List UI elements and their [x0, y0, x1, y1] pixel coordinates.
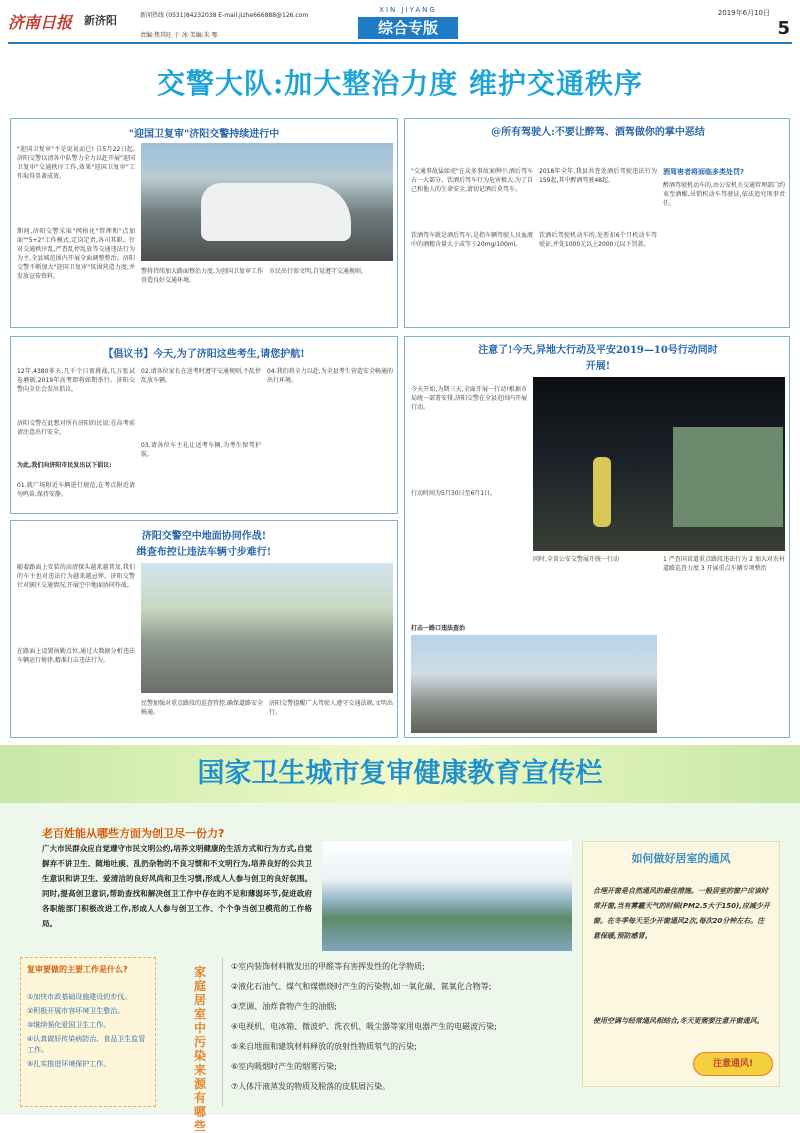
highway-photo [141, 563, 393, 693]
tasks-list [27, 992, 151, 1070]
tips-body: 合理开窗是自然通风的最佳措施。一般居室的窗户应该时常开窗,当有雾霾天气的时候(PM2.5大于150),应减少开窗。在冬季每天至少开窗通风2次,每次20分钟左右。注意保暖,预防感冒。 [593, 887, 770, 940]
article-col: "交通事故猛如虎"在众多事故案例中,酒后驾车占一大部分。饮酒后驾车行为危害极大,为了自己和他人的生命安全,请切记酒后莫驾车。 [411, 168, 533, 193]
paper-logo: 济南日报 [8, 13, 73, 32]
article-col: 2018年全年,我县共查处酒后驾驶违法行为159起,其中醉酒驾驶48起。 [539, 168, 657, 184]
article-col: "迎国卫复审"不是说说而已! 自5月22日起,济阳交警以清各中队警力全力以赴开展"迎国卫复审"交通秩序工作,效果"迎国卫复审"工作取得显著成效。 [17, 146, 135, 180]
page-number: 5 [777, 18, 790, 39]
editors: 责编:焦其旺 于 冰 美编:朱 鄂 [140, 32, 218, 39]
article-title: 济阳交警空中地面协同作战! [141, 531, 267, 542]
task-item: ①加快市政基础设施建设的步伐。 [27, 993, 132, 1001]
article-col: 今天开始,为期三天,全面开展一行动!根据市局统一部署安排,济阳交警在全县范围内开展行动。 [411, 386, 527, 411]
task-item: ②积极开展市容环境卫生整治。 [27, 1007, 125, 1015]
tasks-title: 复审要做的主要工作是什么? [27, 965, 128, 974]
source-item: ⑥室内吸烟时产生的烟雾污染; [231, 1062, 337, 1071]
article-col: 饮酒后驾驶机动车的,处暂扣6个月机动车驾驶证,并处1000元以上2000元以下罚款。 [539, 232, 657, 248]
article-title: 注意了!今天,异地大行动及平安2019—10号行动同时开展! [478, 345, 718, 372]
hotline: 新闻热线 (0531)84232038 E-mail:jizhe666888@126.com [140, 12, 309, 19]
article-col: 济阳交警提醒广大驾驶人遵守交通法规,文明出行。 [269, 700, 393, 716]
article-subhead: 酒驾害者将面临多类处罚? [663, 168, 745, 176]
issue-date: 2019年6月10日 [717, 9, 770, 17]
article-exam-proposal [10, 336, 398, 514]
vertical-heading: 家庭居室中污染来源有哪些 [194, 965, 207, 1133]
source-item: ③烹调、油炸食物产生的油烟; [231, 1002, 337, 1011]
ventilation-badge [693, 1052, 773, 1076]
lake-photo [322, 841, 572, 951]
badge-label: 注意通风! [712, 1059, 754, 1069]
article-col: 行动时间为5月30日至6月1日。 [411, 490, 497, 497]
task-item: ③继续强化爱国卫生工作。 [27, 1021, 111, 1029]
left-tasks-panel [20, 957, 156, 1107]
question-body: 广大市民群众应自觉遵守市民文明公约,培养文明健康的生活方式和行为方式,自觉摒弃不讲卫生、随地吐痰、乱扔杂物的不良习惯和不文明行为,培养良好的公共卫生意识和讲卫生、爱清洁的良好风尚和卫生习惯,形成人人参与创卫的良好氛围。同时,提高创卫意识,帮助查找和解决创卫工作中存在的不足和薄弱环节,促进政府各职能部门积极改进工作,形成人人参与创卫工作、个个争当创卫模范的工作格局。 [42, 844, 312, 928]
tips-footer: 使用空调与经常通风相结合,冬天更需要注意开窗通风。 [593, 1017, 764, 1025]
car-shape [201, 183, 351, 241]
article-col: 随着路面上安装的高清探头越来越普及,我们的车主也对违法行为越来越忌惮。济阳交警针对辖区交通情况,开展空中地面协同作战。 [17, 564, 135, 589]
truck-shape [673, 427, 783, 527]
article-col: 03.请各位车主礼让送考车辆,为考生保驾护航。 [141, 442, 261, 458]
masthead-rule [8, 42, 792, 44]
article-col: 醉酒驾驶机动车的,由公安机关交通管理部门约束至酒醒,吊销机动车驾驶证,依法追究刑事责任。 [663, 182, 785, 207]
intersection-photo [411, 635, 657, 733]
article-col: 12年,4380多天,几千个日夜挑战,几万张试卷磨砺,2019年高考即将如期举行。济阳交警向全社会发出倡议。 [17, 368, 135, 393]
task-item: ⑤扎实推进环境保护工作。 [27, 1060, 111, 1068]
photo-caption: 打击一路口违法查治 [411, 625, 466, 632]
article-col: 期间,济阳交警采取"网格化"管理和"点加面""5+2"工作模式,定岗定责,各司其职。针对交通秩序乱,严查乱停乱放等交通违法行为为主,全县城范围内开展全面调整整治。济阳交警不断加大"迎国卫复审"氛围营造力度,并发放宣传资料。 [17, 228, 135, 280]
article-col: 同时,全省公安交警展开统一行动 [533, 556, 619, 563]
pollution-sources-list [222, 957, 578, 1107]
officer-shape [593, 457, 611, 527]
article-title: "迎国卫复审"济阳交警持续进行中 [128, 129, 280, 140]
article-col: 市民出行需文明,自觉遵守交通规则。 [269, 268, 367, 275]
source-item: ④电视机、电冰箱、微波炉、洗衣机、吸尘器等家用电器产生的电磁波污染; [231, 1022, 497, 1031]
article-bold-line: 为此,我们向济阳市民发出以下倡议: [17, 462, 112, 469]
article-photo [141, 143, 393, 261]
article-drunk-driving [404, 118, 790, 328]
article-title: 【倡议书】今天,为了济阳这些考生,请您护航! [103, 349, 305, 360]
source-item: ②液化石油气、煤气和煤燃烧时产生的污染物,如一氧化碳、氮氧化合物等; [231, 982, 492, 991]
article-title: @所有驾驶人:不要让醉驾、酒驾做你的掌中恶结 [491, 127, 705, 138]
section-label: 综合专版 [377, 19, 438, 37]
article-patriotic-health [10, 118, 398, 328]
banner-title-bar [0, 745, 800, 803]
article-col: 04.我们将全力以赴,为全县考生营造安全畅通的出行环境。 [267, 368, 393, 384]
masthead [8, 4, 792, 44]
banner-title: 国家卫生城市复审健康教育宣传栏 [197, 758, 603, 789]
question-title: 老百姓能从哪些方面为创卫尽一份力? [42, 827, 225, 840]
article-col: 1 严查国省道重点路段违法行为 2 加大对农村道路巡查力度 3 开展重点车辆专项整治 [663, 556, 785, 572]
article-col: 01.就广场附近车辆进行规范,在考点附近请勿鸣笛,保持安静。 [17, 482, 135, 498]
edition-name: 新济阳 [84, 14, 117, 27]
article-col: 警将持续加大路面整治力度,为创国卫复审工作营造良好交通环境。 [141, 268, 263, 284]
article-col: 02.请各位家长在送考时遵守交通规则,不乱停乱放车辆。 [141, 368, 261, 384]
source-item: ⑦人体汗液蒸发的物质及脱落的皮肤屑污染。 [231, 1082, 391, 1091]
source-item: ⑤来自地面和建筑材料释放的放射性物质氡气的污染; [231, 1042, 417, 1051]
night-operation-photo [533, 377, 785, 551]
main-headline: 交警大队:加大整治力度 维护交通秩序 [156, 67, 644, 100]
article-air-ground [10, 520, 398, 738]
tips-title: 如何做好居室的通风 [631, 852, 731, 865]
health-banner-section [0, 745, 800, 1133]
pinyin-header: XIN JIYANG [379, 6, 437, 14]
article-col: 济阳交警在此想对所有济阳的民说:在高考前请注意出行安全。 [17, 420, 135, 436]
section-banner [358, 17, 458, 39]
tips-panel [582, 841, 780, 1087]
article-col: 民警加强对重点路段的巡查管控,确保道路安全畅通。 [141, 700, 263, 716]
source-item: ①室内装饰材料散发出的甲醛等有害挥发性的化学物质; [231, 962, 425, 971]
article-joint-operation [404, 336, 790, 738]
article-col: 饮酒驾车就是酒后驾车,是指车辆驾驶人员血液中的酒精含量大于或等于20mg/100ml。 [411, 232, 533, 248]
article-col: 在路面上设置执勤点位,通过大数据分析违法车辆运行规律,精准打击违法行为。 [17, 648, 135, 664]
task-item: ④认真做好传染病防治、食品卫生监管工作。 [27, 1035, 146, 1054]
article-subtitle: 缉查布控让违法车辆寸步难行! [136, 547, 272, 558]
